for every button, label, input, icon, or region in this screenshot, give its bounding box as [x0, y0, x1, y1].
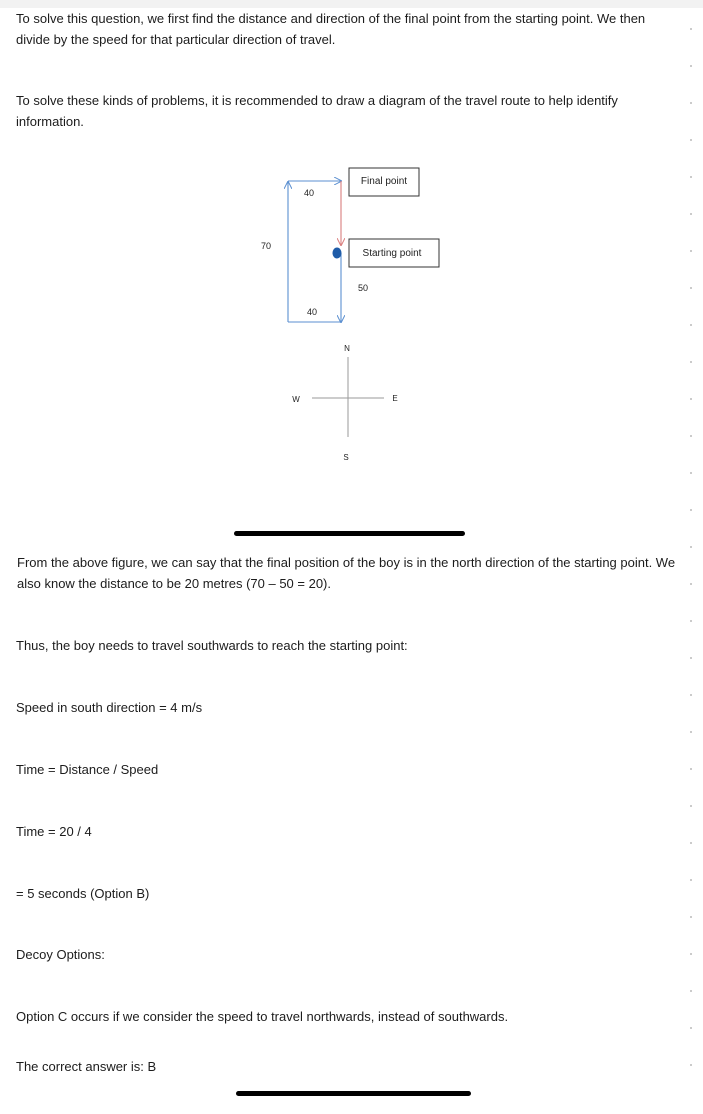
decoy-heading: Decoy Options: — [16, 947, 105, 962]
result-line: = 5 seconds (Option B) — [16, 886, 150, 901]
decoy-option-c: Option C occurs if we consider the speed to travel northwards, instead of southwards. — [16, 1009, 509, 1024]
compass-west: W — [292, 395, 300, 404]
correct-answer: The correct answer is: B — [16, 1059, 157, 1074]
formula-line: Time = Distance / Speed — [16, 762, 159, 777]
bottom-home-indicator[interactable] — [236, 1091, 471, 1096]
label-right-50: 50 — [357, 283, 369, 293]
starting-point-label: Starting point — [362, 248, 422, 259]
label-top-40: 40 — [303, 188, 315, 198]
intro-paragraph: To solve this question, we first find the distance and direction of the final point from the starting point. We then divide by the speed for that particular direction of travel. — [16, 11, 646, 47]
speed-line: Speed in south direction = 4 m/s — [16, 700, 203, 715]
section-divider-handle[interactable] — [234, 531, 465, 536]
final-point-label: Final point — [360, 176, 408, 187]
label-left-70: 70 — [260, 241, 272, 251]
route-diagram — [0, 160, 703, 480]
scroll-dots — [690, 20, 696, 1100]
analysis-paragraph: From the above figure, we can say that the final position of the boy is in the north direction of the starting point. We also know the distance to be 20 metres (70 – 50 = 20). — [17, 555, 676, 591]
label-bottom-40: 40 — [306, 307, 318, 317]
tip-paragraph: To solve these kinds of problems, it is recommended to draw a diagram of the travel route to help identify information. — [16, 93, 618, 129]
substitution-line: Time = 20 / 4 — [16, 824, 92, 839]
starting-point-dot — [333, 248, 342, 259]
compass-north: N — [344, 344, 350, 353]
top-bar — [0, 0, 703, 8]
thus-paragraph: Thus, the boy needs to travel southwards to reach the starting point: — [16, 638, 408, 653]
compass-east: E — [392, 394, 398, 403]
compass-south: S — [343, 453, 349, 462]
